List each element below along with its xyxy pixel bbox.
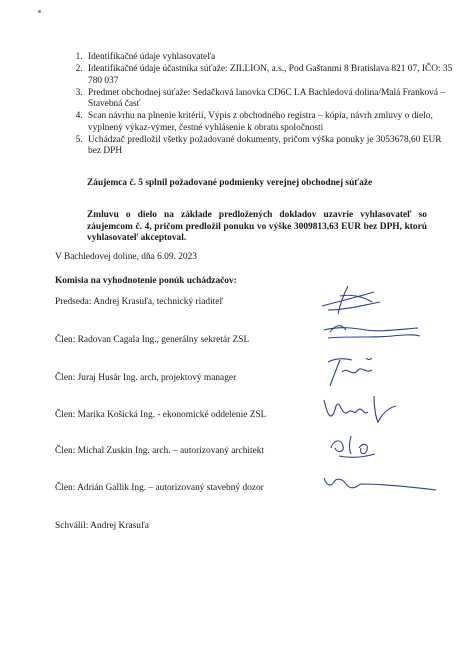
- member-name: Marika Košická Ing. - ekonomické oddelenie ZSL: [77, 410, 267, 420]
- signature-image: [320, 470, 440, 500]
- member-role: Člen:: [55, 410, 76, 420]
- committee-heading: Komisia na vyhodnotenie ponúk uchádzačov:: [55, 276, 237, 286]
- approved-by: [55, 521, 149, 532]
- member-role: Člen:: [55, 335, 76, 345]
- signature-image: [322, 318, 422, 348]
- list-item: 4. Scan návrhu na plnenie kritérií, Výpis z obchodného registra – kópia, návrh zmluvy o dielo, vyplnený výkaz-výmer, čestné vyhlásenie k obratu spoločnosti: [85, 111, 455, 134]
- member-role: Člen:: [55, 373, 76, 383]
- bidder-statement: Záujemca č. 5 splnil požadované podmienky verejnej obchodnej súťaže: [87, 178, 373, 188]
- signature-image: [325, 430, 385, 460]
- committee-member: [55, 446, 264, 457]
- signature-image: [322, 352, 380, 390]
- signature-member: [322, 352, 380, 390]
- signature-image: [318, 280, 388, 318]
- member-role: Predseda:: [55, 297, 92, 307]
- member-name: Michal Zuskin Ing. arch. – autorizovaný architekt: [77, 446, 265, 456]
- list-item: 2. Identifikačné údaje účastníka súťaže: ZILLION, a.s., Pod Gaštanmi 8 Bratislava 821 07, IČO: 35 780 037: [85, 64, 455, 87]
- approved-role: Schválil:: [55, 521, 89, 531]
- signature-member: [320, 470, 440, 500]
- member-name: Andrej Krasuľa, technický riaditeľ: [93, 297, 224, 307]
- committee-member: [55, 410, 266, 421]
- member-name: Juraj Husár Ing. arch, projektový manager: [77, 373, 237, 383]
- place-date: V Bachledovej doline, dňa 6.09. 2023: [55, 252, 197, 262]
- member-role: Člen:: [55, 446, 76, 456]
- approved-name: Andrej Krasuľa: [90, 521, 149, 531]
- committee-member-chair: [55, 297, 223, 308]
- signature-image: [320, 388, 400, 428]
- committee-member: [55, 335, 249, 346]
- scan-dot: [38, 10, 41, 13]
- committee-member: [55, 483, 264, 494]
- committee-member: [55, 373, 236, 384]
- signature-member: [325, 430, 385, 460]
- member-name: Radovan Cagala Ing., generálny sekretár ZSL: [77, 335, 250, 345]
- list-item: 1. Identifikačné údaje vyhlasovateľa: [85, 52, 455, 64]
- signature-member: [322, 318, 422, 348]
- member-role: Člen:: [55, 483, 76, 493]
- signature-chair: [318, 280, 388, 318]
- attachments-list: [60, 52, 455, 158]
- list-item: 3. Predmet obchodnej súťaže: Sedačková lanovka CD6C LA Bachledová dolina/Malá Franková – Stavebná časť: [85, 88, 455, 111]
- member-name: Adrián Gallik Ing. – autorizovaný stavebný dozor: [77, 483, 264, 493]
- list-item: 5. Uchádzač predložil všetky požadované dokumenty, pričom výška ponuky je 3053678,60 EUR bez DPH: [85, 135, 455, 158]
- contract-statement: Zmluvu o dielo na základe predložených dokladov uzavrie vyhlasovateľ so záujemcom č. 4, pričom predložil ponuku vo výške 3009813,63 EUR bez DPH, ktorú vyhlasovateľ akceptoval.: [87, 210, 427, 244]
- signature-member: [320, 388, 400, 428]
